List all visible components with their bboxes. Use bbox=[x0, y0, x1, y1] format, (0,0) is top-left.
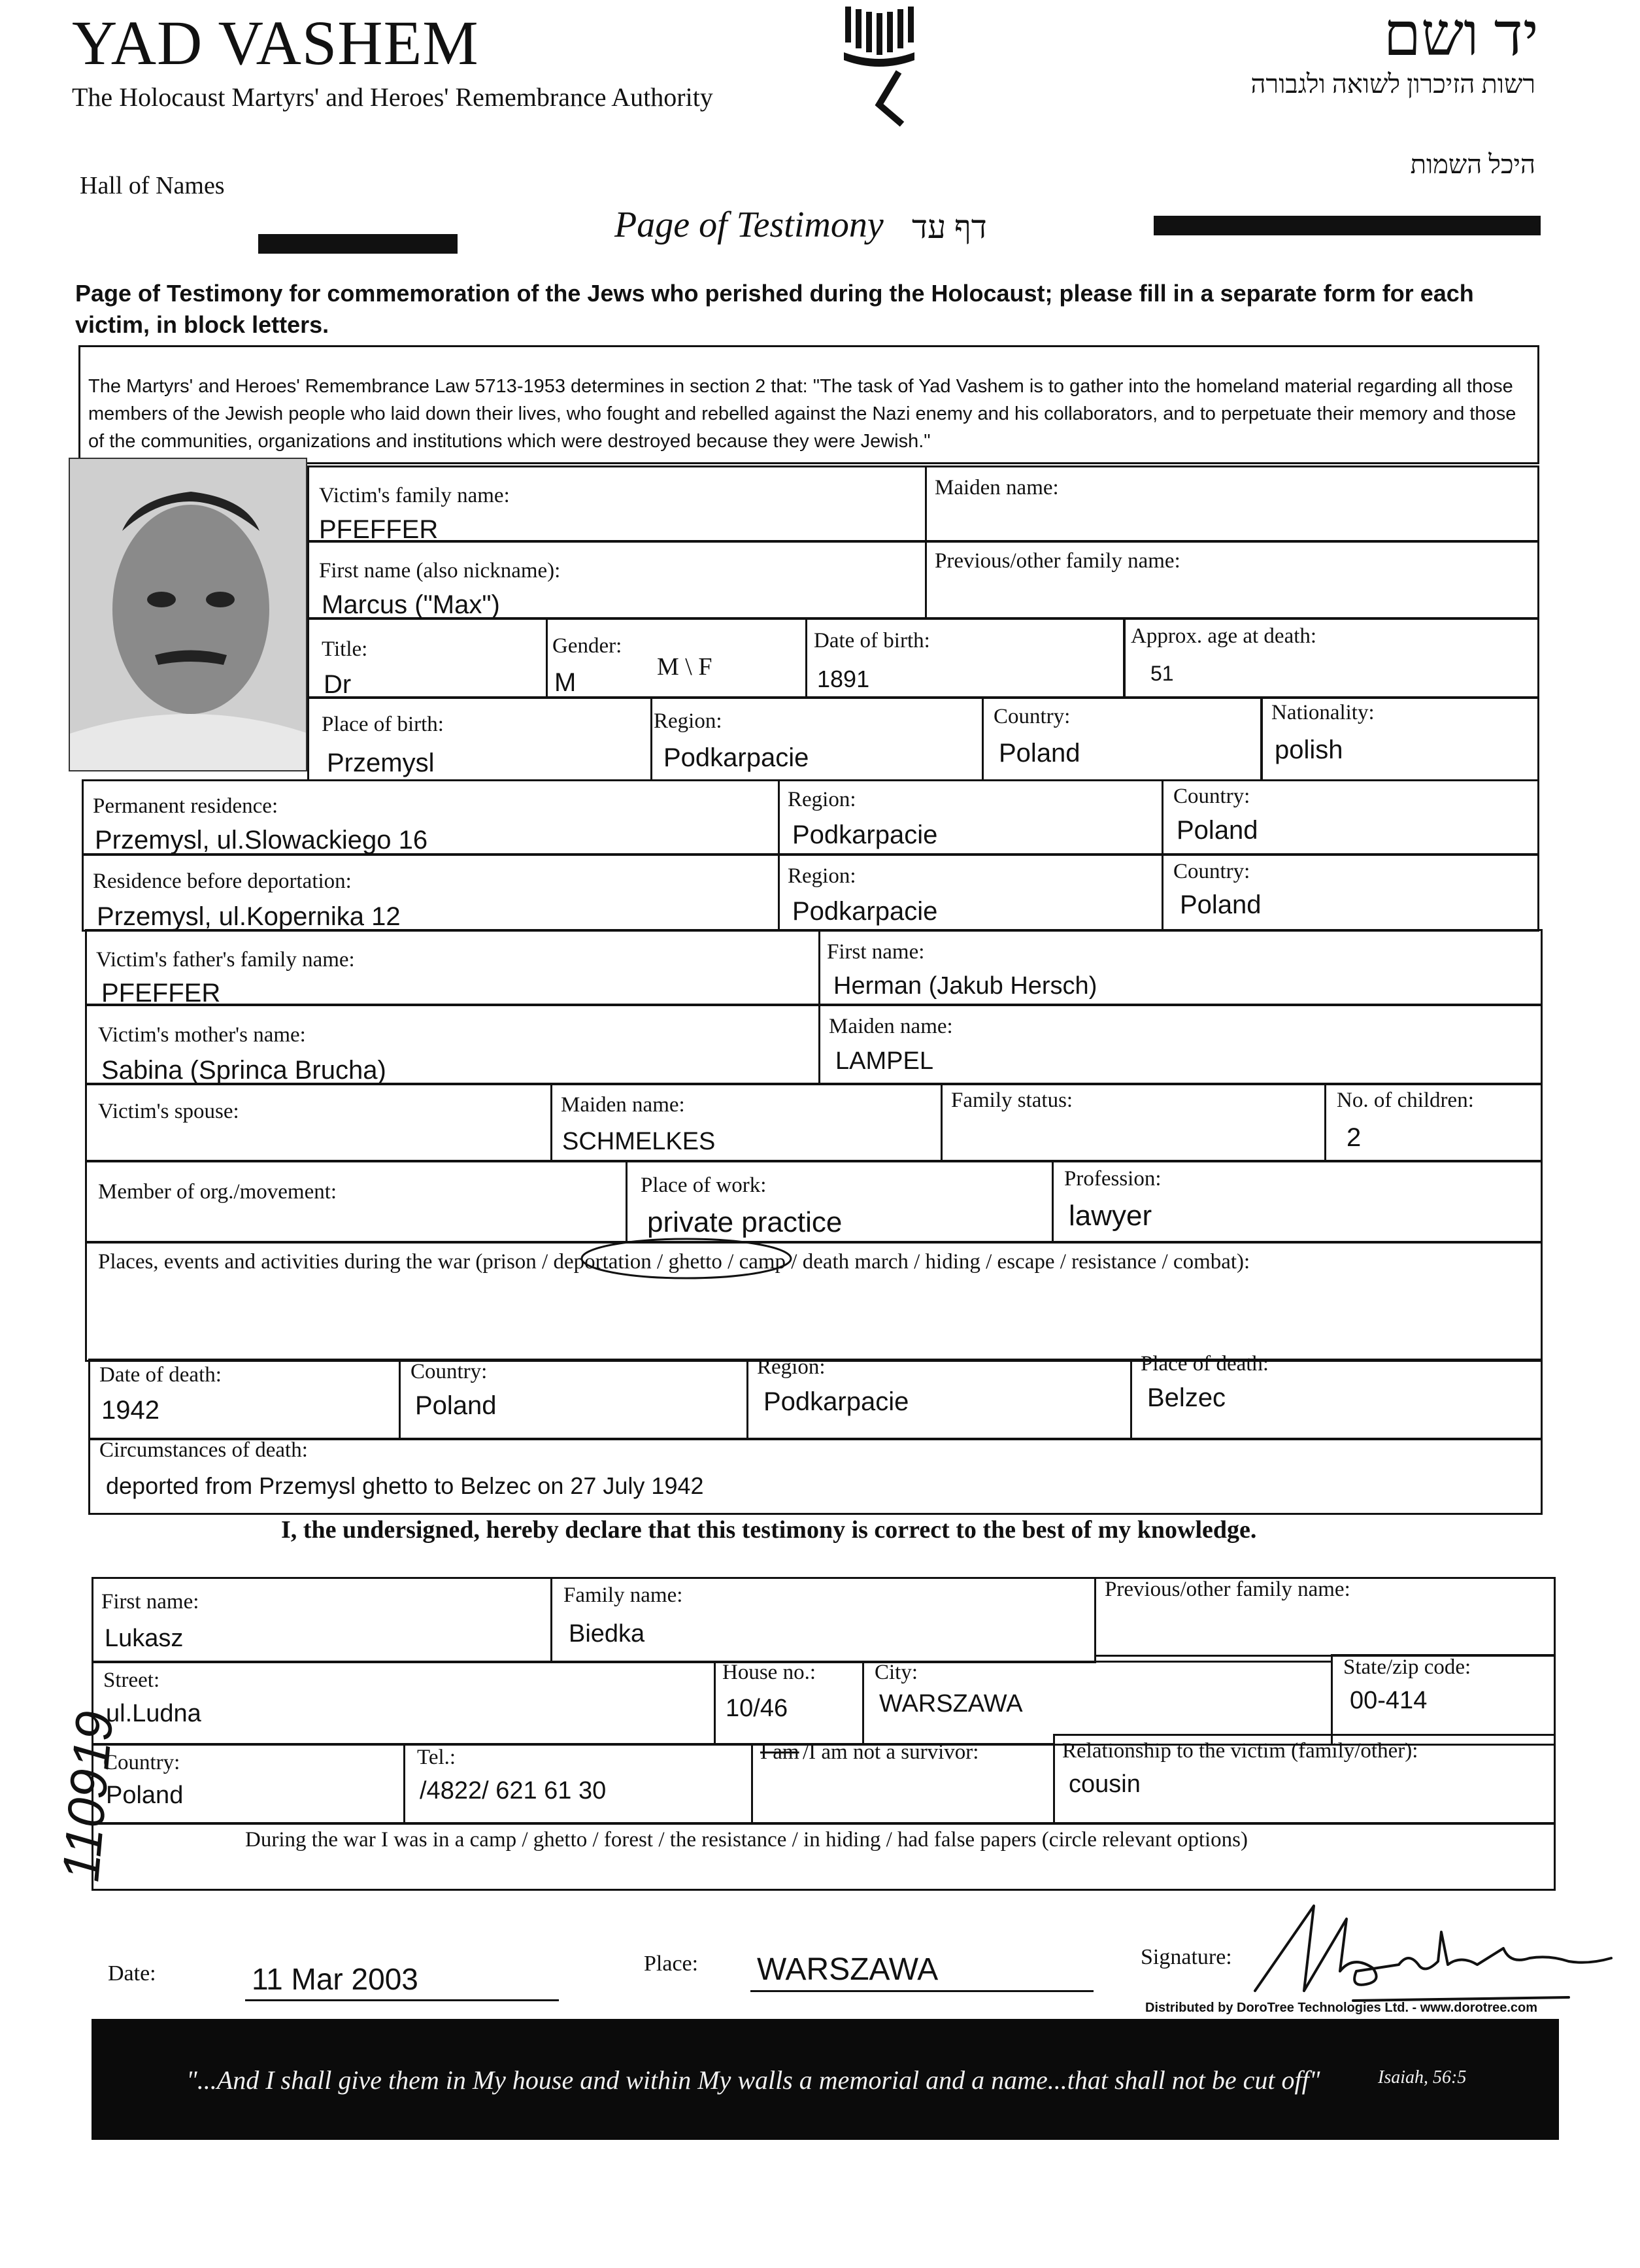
submitter-family-name-label: Family name: bbox=[563, 1583, 683, 1607]
house-no-value[interactable]: 10/46 bbox=[726, 1695, 788, 1722]
profession-label: Profession: bbox=[1064, 1167, 1162, 1191]
menorah-logo-icon bbox=[840, 0, 918, 131]
place-value[interactable]: WARSZAWA bbox=[757, 1952, 939, 1987]
children-label: No. of children: bbox=[1337, 1089, 1474, 1112]
father-family-label: Victim's father's family name: bbox=[96, 948, 355, 972]
submitter-family-name-value[interactable]: Biedka bbox=[569, 1620, 645, 1648]
house-no-label: House no.: bbox=[722, 1661, 816, 1684]
deportation-ghetto-circle-mark bbox=[575, 1232, 797, 1285]
pob-region-label: Region: bbox=[654, 709, 722, 733]
deport-country-label: Country: bbox=[1173, 860, 1250, 883]
relationship-value[interactable]: cousin bbox=[1069, 1770, 1141, 1798]
perm-region-value[interactable]: Podkarpacie bbox=[792, 821, 938, 849]
spouse-label: Victim's spouse: bbox=[98, 1100, 239, 1123]
perm-region-label: Region: bbox=[788, 788, 856, 811]
maiden-name-label: Maiden name: bbox=[935, 476, 1059, 499]
mother-maiden-label: Maiden name: bbox=[829, 1015, 953, 1038]
work-place-value[interactable]: private practice bbox=[647, 1206, 843, 1238]
death-date-value[interactable]: 1942 bbox=[101, 1396, 159, 1425]
street-label: Street: bbox=[103, 1668, 160, 1692]
org-subtitle: The Holocaust Martyrs' and Heroes' Remembrance Authority bbox=[72, 82, 713, 112]
death-place-value[interactable]: Belzec bbox=[1147, 1383, 1226, 1412]
hebrew-hall-label: היכל השמות bbox=[1410, 150, 1535, 179]
dob-label: Date of birth: bbox=[814, 629, 930, 652]
zip-label: State/zip code: bbox=[1343, 1655, 1471, 1679]
profession-value[interactable]: lawyer bbox=[1069, 1200, 1152, 1232]
hebrew-org-title: יד ושם bbox=[1383, 1, 1539, 68]
declaration-text: I, the undersigned, hereby declare that this testimony is correct to the best of my knowledge. bbox=[281, 1516, 1257, 1544]
death-date-label: Date of death: bbox=[99, 1363, 222, 1387]
submitter-first-name-value[interactable]: Lukasz bbox=[105, 1625, 184, 1652]
death-region-label: Region: bbox=[757, 1355, 826, 1379]
title-rule-left bbox=[258, 234, 458, 254]
gender-label: Gender: bbox=[552, 634, 622, 658]
circumstances-label: Circumstances of death: bbox=[99, 1438, 308, 1462]
date-underline bbox=[245, 1999, 559, 2001]
street-value[interactable]: ul.Ludna bbox=[106, 1700, 201, 1727]
page-title: Page of Testimony bbox=[614, 205, 884, 245]
submitter-country-label: Country: bbox=[103, 1751, 180, 1774]
perm-res-label: Permanent residence: bbox=[93, 794, 278, 818]
perm-country-label: Country: bbox=[1173, 785, 1250, 808]
perm-res-value[interactable]: Przemysl, ul.Slowackiego 16 bbox=[95, 826, 428, 855]
title-rule-right bbox=[1154, 216, 1541, 235]
portrait-image bbox=[70, 459, 307, 771]
date-value[interactable]: 11 Mar 2003 bbox=[252, 1962, 418, 1996]
death-country-label: Country: bbox=[410, 1360, 488, 1383]
intro-instructions: Page of Testimony for commemoration of the Jews who perished during the Holocaust; please fill in a separate form for each victim, in block letters. bbox=[75, 280, 1474, 338]
mother-name-label: Victim's mother's name: bbox=[98, 1023, 306, 1047]
perm-country-value[interactable]: Poland bbox=[1177, 816, 1258, 845]
pob-value[interactable]: Przemysl bbox=[327, 749, 435, 777]
age-value[interactable]: 51 bbox=[1150, 662, 1174, 685]
deport-region-label: Region: bbox=[788, 864, 856, 888]
age-label: Approx. age at death: bbox=[1131, 624, 1317, 648]
title-value[interactable]: Dr bbox=[324, 670, 352, 699]
survivor-struck-text: I am bbox=[760, 1740, 799, 1764]
pob-label: Place of birth: bbox=[322, 713, 444, 736]
father-family-value[interactable]: PFEFFER bbox=[101, 979, 221, 1007]
archive-number-text: 110919 bbox=[51, 1708, 124, 1884]
family-name-label: Victim's family name: bbox=[319, 484, 510, 507]
submitter-previous-name-label: Previous/other family name: bbox=[1105, 1578, 1350, 1601]
relationship-label: Relationship to the victim (family/other): bbox=[1062, 1739, 1418, 1763]
city-value[interactable]: WARSZAWA bbox=[879, 1690, 1023, 1718]
family-name-value[interactable]: PFEFFER bbox=[319, 515, 439, 544]
handwritten-signature[interactable] bbox=[1242, 1893, 1615, 2007]
death-place-label: Place of death: bbox=[1141, 1352, 1269, 1376]
place-underline bbox=[750, 1990, 1094, 1992]
deport-country-value[interactable]: Poland bbox=[1180, 890, 1262, 919]
work-place-label: Place of work: bbox=[641, 1174, 767, 1197]
org-title: YAD VASHEM bbox=[72, 8, 479, 78]
first-name-value[interactable]: Marcus ("Max") bbox=[322, 590, 500, 619]
war-circumstances-note: During the war I was in a camp / ghetto / forest / the resistance / in hiding / had false papers (circle relevant options) bbox=[245, 1828, 1248, 1852]
family-status-label: Family status: bbox=[951, 1089, 1073, 1112]
first-name-label: First name (also nickname): bbox=[319, 559, 561, 583]
city-label: City: bbox=[875, 1661, 918, 1684]
page-title-hebrew: דף עד bbox=[912, 209, 987, 245]
pob-region-value[interactable]: Podkarpacie bbox=[663, 743, 809, 772]
death-country-value[interactable]: Poland bbox=[415, 1391, 497, 1420]
zip-value[interactable]: 00-414 bbox=[1350, 1687, 1428, 1714]
places-events-label: Places, events and activities during the war (prison / deportation / ghetto / camp / death march / hiding / escape / resistance / combat): bbox=[98, 1250, 1250, 1274]
distributor-note: Distributed by DoroTree Technologies Ltd. - www.dorotree.com bbox=[1145, 2001, 1538, 2015]
father-first-value[interactable]: Herman (Jakub Hersch) bbox=[833, 972, 1097, 1000]
death-region-value[interactable]: Podkarpacie bbox=[763, 1387, 909, 1416]
signature-label: Signature: bbox=[1141, 1945, 1232, 1969]
spouse-maiden-label: Maiden name: bbox=[561, 1093, 685, 1117]
footer-quote: "...And I shall give them in My house and within My walls a memorial and a name...that shall not be cut off" bbox=[186, 2065, 1320, 2095]
survivor-label: /I am not a survivor: bbox=[803, 1740, 979, 1764]
pob-country-label: Country: bbox=[994, 705, 1071, 728]
mother-maiden-value[interactable]: LAMPEL bbox=[835, 1047, 933, 1075]
handwritten-archive-number bbox=[20, 1674, 150, 1889]
deport-res-value[interactable]: Przemysl, ul.Kopernika 12 bbox=[97, 902, 401, 931]
circumstances-value[interactable]: deported from Przemysl ghetto to Belzec on 27 July 1942 bbox=[106, 1472, 704, 1499]
mother-name-value[interactable]: Sabina (Sprinca Brucha) bbox=[101, 1056, 386, 1085]
footer-quote-reference: Isaiah, 56:5 bbox=[1378, 2067, 1467, 2088]
spouse-maiden-value[interactable]: SCHMELKES bbox=[562, 1128, 716, 1155]
title-label: Title: bbox=[322, 637, 368, 661]
hall-of-names-label: Hall of Names bbox=[80, 172, 225, 199]
gender-value[interactable]: M bbox=[554, 668, 577, 697]
pob-country-value[interactable]: Poland bbox=[999, 739, 1080, 768]
deport-res-label: Residence before deportation: bbox=[93, 870, 352, 893]
gender-options: M \ F bbox=[657, 653, 712, 681]
nationality-label: Nationality: bbox=[1271, 701, 1375, 724]
member-org-label: Member of org./movement: bbox=[98, 1180, 337, 1204]
father-first-label: First name: bbox=[827, 940, 925, 964]
submitter-country-value[interactable]: Poland bbox=[106, 1782, 184, 1809]
previous-name-label: Previous/other family name: bbox=[935, 549, 1180, 573]
deport-region-value[interactable]: Podkarpacie bbox=[792, 897, 938, 926]
law-text: The Martyrs' and Heroes' Remembrance Law 5713-1953 determines in section 2 that: "The task of Yad Vashem is to gather into the homeland material regarding all those members of the Jewish people who laid down their lives, who fought and rebelled against the Nazi enemy and his collaborators, and to perpetuate their memory and those of the communities, organizations and institutions which were destroyed because they were Jewish." bbox=[88, 376, 1516, 452]
victim-photo bbox=[69, 458, 307, 771]
submitter-first-name-label: First name: bbox=[101, 1590, 199, 1614]
nationality-value[interactable]: polish bbox=[1275, 736, 1343, 764]
tel-value[interactable]: /4822/ 621 61 30 bbox=[420, 1777, 607, 1804]
hebrew-org-subtitle: רשות הזיכרון לשואה ולגבורה bbox=[1250, 69, 1535, 99]
date-label: Date: bbox=[108, 1961, 156, 1986]
dob-value[interactable]: 1891 bbox=[817, 666, 870, 692]
tel-label: Tel.: bbox=[417, 1746, 456, 1769]
place-label: Place: bbox=[644, 1952, 699, 1976]
children-value[interactable]: 2 bbox=[1347, 1123, 1362, 1152]
